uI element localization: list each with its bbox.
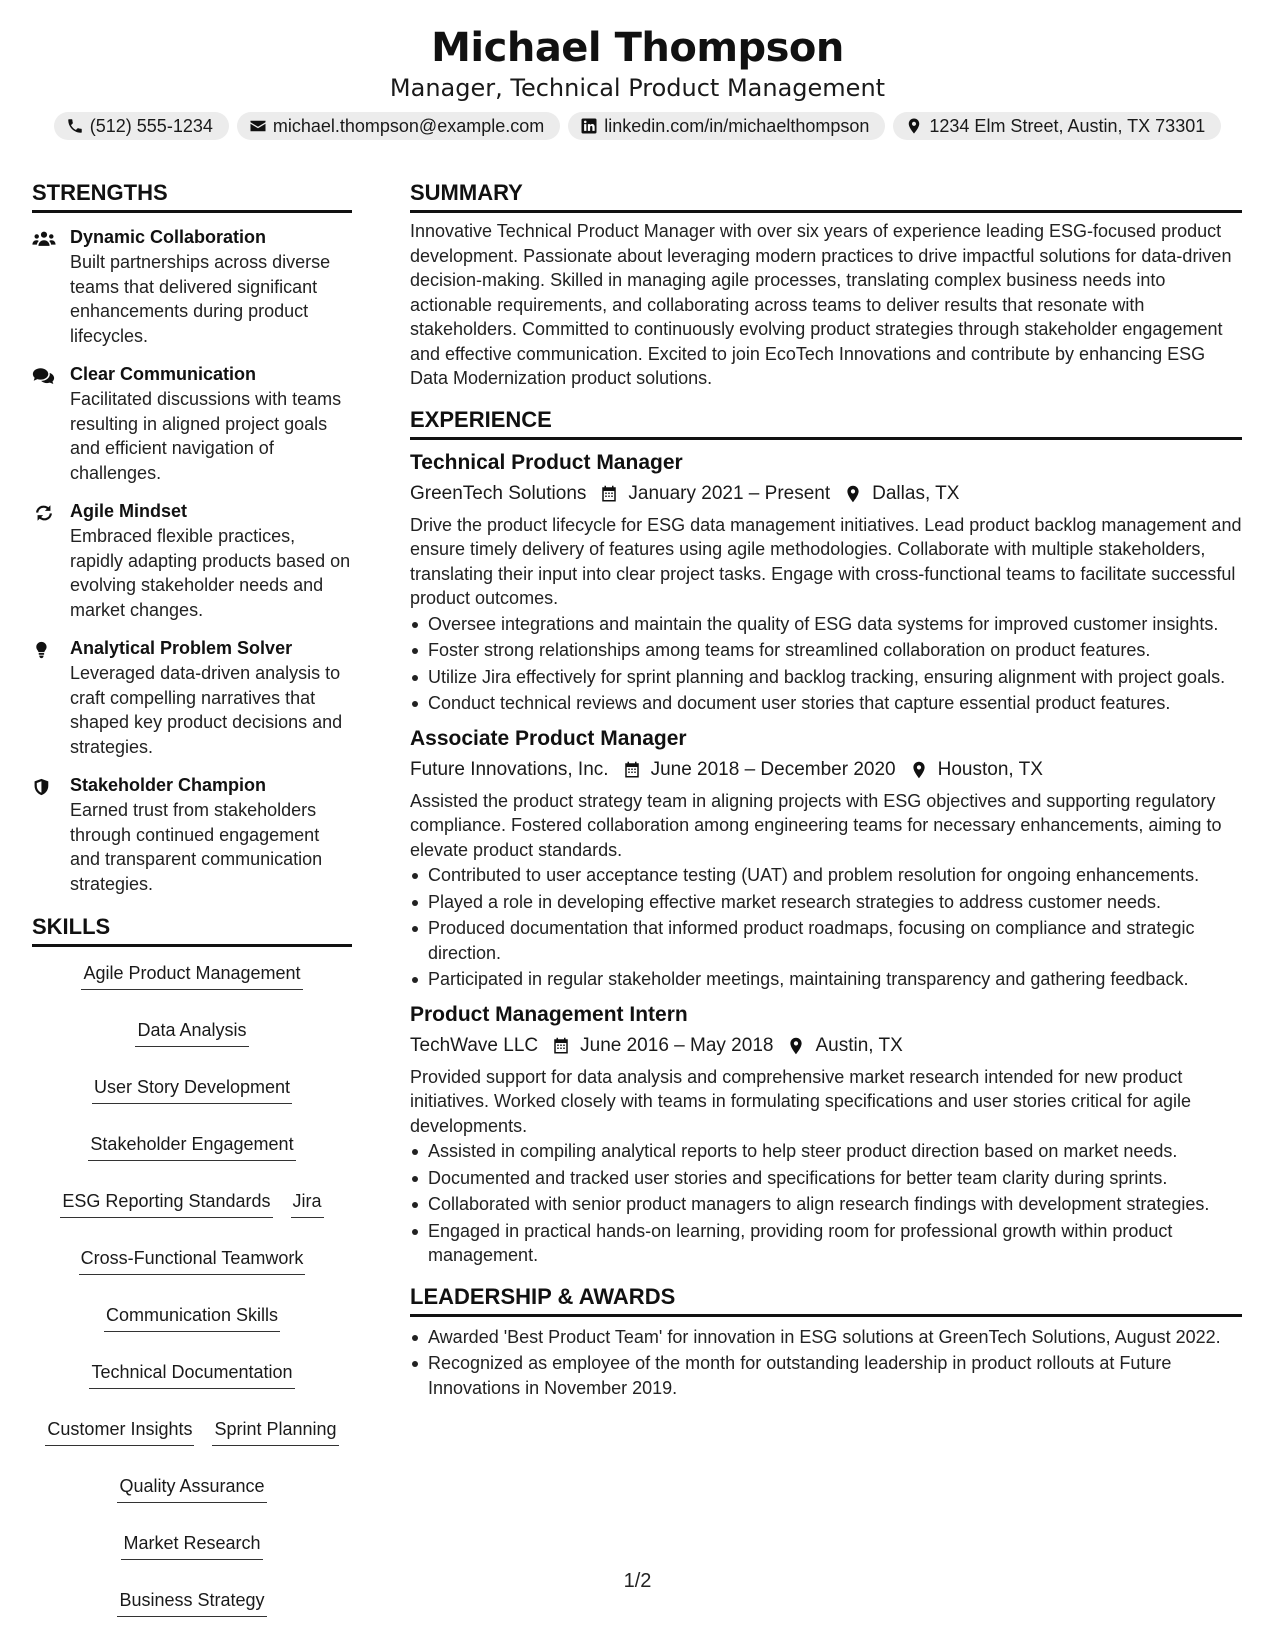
job-meta [410, 1031, 1242, 1061]
contact-phone[interactable] [54, 112, 229, 140]
job-company: Future Innovations, Inc. [410, 758, 609, 780]
skill-tag: Sprint Planning [212, 1417, 338, 1446]
job-location: Dallas, TX [872, 482, 960, 504]
bullet-item: Utilize Jira effectively for sprint planning and backlog tracking, ensuring alignment with project goals. [410, 665, 1242, 690]
page-number: 1/2 [623, 1570, 652, 1592]
strength-desc: Facilitated discussions with teams resulting in aligned project goals and efficient navigation of challenges. [70, 389, 342, 483]
contact-email-text: michael.thompson@example.com [272, 115, 545, 136]
strength-item [32, 773, 352, 896]
job-location: Houston, TX [937, 758, 1043, 780]
strength-item [32, 362, 352, 485]
strength-title: Analytical Problem Solver [70, 638, 293, 658]
summary-section [410, 178, 1242, 391]
comments-icon [32, 366, 56, 386]
strength-item [32, 225, 352, 348]
job-description: Assisted the product strategy team in aligning projects with ESG objectives and supporting regulatory compliance. Fostered collaboration among engineering teams for necessary enhancements, aiming to elevate product standards. [410, 790, 1222, 860]
contact-linkedin-text: linkedin.com/in/michaelthompson [604, 115, 870, 136]
job-dates: June 2018 – December 2020 [650, 758, 896, 780]
bullet-item: Foster strong relationships among teams for streamlined collaboration on product features. [410, 638, 1242, 663]
job-description: Provided support for data analysis and comprehensive market research intended for new product initiatives. Worked closely with teams in formulating specifications and user stories critical for agile developments. [410, 1066, 1191, 1136]
awards-section [410, 1282, 1242, 1401]
experience-heading: EXPERIENCE [410, 405, 1242, 440]
job-bullets [410, 612, 1242, 716]
left-column [32, 178, 352, 1617]
bullet-item: Assisted in compiling analytical reports to help steer product direction based on market needs. [410, 1139, 1242, 1164]
bullet-item: Produced documentation that informed product roadmaps, focusing on compliance and strategic direction. [410, 916, 1242, 965]
job-title: Technical Product Manager [410, 450, 683, 474]
location-pin-icon [787, 1037, 805, 1055]
phone-icon [66, 117, 84, 135]
strength-title: Agile Mindset [70, 501, 188, 521]
bullet-item: Documented and tracked user stories and specifications for better team clarity during sprints. [410, 1166, 1242, 1191]
bullet-item: Played a role in developing effective market research strategies to address customer needs. [410, 890, 1242, 915]
job-entry [410, 1000, 1242, 1268]
candidate-name: Michael Thompson [431, 25, 844, 71]
strengths-heading: STRENGTHS [32, 178, 352, 213]
job-company: TechWave LLC [410, 1034, 539, 1056]
calendar-icon [600, 485, 618, 503]
bullet-item: Conduct technical reviews and document user stories that capture essential product features. [410, 691, 1242, 716]
job-meta [410, 479, 1242, 509]
job-meta [410, 755, 1242, 785]
job-company: GreenTech Solutions [410, 482, 587, 504]
strengths-list [32, 225, 352, 896]
strength-item [32, 499, 352, 622]
bullet-item: Contributed to user acceptance testing (UAT) and problem resolution for ongoing enhancements. [410, 863, 1242, 888]
skill-tag: Technical Documentation [89, 1360, 294, 1389]
summary-text: Innovative Technical Product Manager with over six years of experience leading ESG-focused product development. Passionate about leveraging modern practices to drive impactful solutions for data-driven decision-making. Skilled in managing agile processes, translating complex business needs into actionable requirements, and collaborating across teams to deliver results that resonate with stakeholders. Committed to continuously evolving product strategies through stakeholder engagement and effective communication. Excited to join EcoTech Innovations and contribute by enhancing ESG Data Modernization product solutions. [410, 221, 1232, 388]
bullet-item: Participated in regular stakeholder meetings, maintaining transparency and gathering feedback. [410, 967, 1242, 992]
bullet-item: Oversee integrations and maintain the quality of ESG data systems for improved customer insights. [410, 612, 1242, 637]
contact-phone-text: (512) 555-1234 [89, 115, 213, 136]
job-bullets [410, 863, 1242, 992]
calendar-icon [552, 1037, 570, 1055]
contact-email[interactable] [237, 112, 560, 140]
strength-title: Clear Communication [70, 364, 257, 384]
award-item: Awarded 'Best Product Team' for innovation in ESG solutions at GreenTech Solutions, August 2022. [410, 1325, 1242, 1350]
calendar-icon [623, 761, 641, 779]
candidate-role: Manager, Technical Product Management [389, 74, 886, 102]
users-icon [32, 229, 56, 249]
lightbulb-icon [32, 640, 56, 660]
resume-header [0, 0, 1275, 140]
skill-tag: ESG Reporting Standards [60, 1189, 272, 1218]
skill-tag: Jira [291, 1189, 324, 1218]
strength-title: Stakeholder Champion [70, 775, 267, 795]
strength-item [32, 636, 352, 759]
awards-list [410, 1325, 1242, 1401]
job-entry [410, 724, 1242, 992]
skills-section [32, 912, 352, 1617]
skill-tag: Business Strategy [117, 1588, 266, 1617]
strength-desc: Leveraged data-driven analysis to craft compelling narratives that shaped key product decisions and strategies. [70, 663, 343, 757]
award-item: Recognized as employee of the month for outstanding leadership in product rollouts at Future Innovations in November 2019. [410, 1351, 1242, 1400]
experience-section [410, 405, 1242, 1268]
location-pin-icon [905, 117, 923, 135]
summary-heading: SUMMARY [410, 178, 1242, 213]
contact-bar [0, 112, 1275, 140]
skill-tag: Stakeholder Engagement [88, 1132, 295, 1161]
skill-tag: Communication Skills [104, 1303, 280, 1332]
skill-tag: Agile Product Management [81, 961, 302, 990]
sync-icon [32, 503, 56, 523]
job-location: Austin, TX [815, 1034, 903, 1056]
skill-tag: Quality Assurance [117, 1474, 266, 1503]
shield-icon [32, 777, 56, 797]
contact-address[interactable] [893, 112, 1221, 140]
bullet-item: Engaged in practical hands-on learning, providing room for professional growth within product management. [410, 1219, 1242, 1268]
strength-desc: Built partnerships across diverse teams that delivered significant enhancements during product lifecycles. [70, 252, 331, 346]
strength-title: Dynamic Collaboration [70, 227, 267, 247]
job-description: Drive the product lifecycle for ESG data management initiatives. Lead product backlog management and ensure timely delivery of features using agile methodologies. Collaborate with multiple stakeholders, translating their input into clear project tasks. Engage with cross-functional teams to facilitate successful product outcomes. [410, 514, 1242, 608]
location-pin-icon [910, 761, 928, 779]
job-title: Product Management Intern [410, 1002, 688, 1026]
linkedin-icon [580, 117, 598, 135]
skill-tag: User Story Development [92, 1075, 292, 1104]
contact-linkedin[interactable] [568, 112, 885, 140]
skills-list [32, 961, 352, 1617]
job-entry [410, 448, 1242, 716]
strength-desc: Embraced flexible practices, rapidly adapting products based on evolving stakeholder needs and market changes. [70, 526, 351, 620]
awards-heading: LEADERSHIP & AWARDS [410, 1282, 1242, 1317]
skill-tag: Customer Insights [45, 1417, 194, 1446]
skill-tag: Cross-Functional Teamwork [79, 1246, 306, 1275]
job-bullets [410, 1139, 1242, 1268]
job-dates: June 2016 – May 2018 [580, 1034, 774, 1056]
job-title: Associate Product Manager [410, 726, 687, 750]
bullet-item: Collaborated with senior product managers to align research findings with development strategies. [410, 1192, 1242, 1217]
skills-heading: SKILLS [32, 912, 352, 947]
right-column [410, 178, 1242, 1414]
envelope-icon [249, 117, 267, 135]
contact-address-text: 1234 Elm Street, Austin, TX 73301 [929, 115, 1206, 136]
skill-tag: Market Research [121, 1531, 262, 1560]
job-dates: January 2021 – Present [628, 482, 831, 504]
skill-tag: Data Analysis [135, 1018, 248, 1047]
location-pin-icon [844, 485, 862, 503]
strength-desc: Earned trust from stakeholders through continued engagement and transparent communication strategies. [70, 800, 323, 894]
